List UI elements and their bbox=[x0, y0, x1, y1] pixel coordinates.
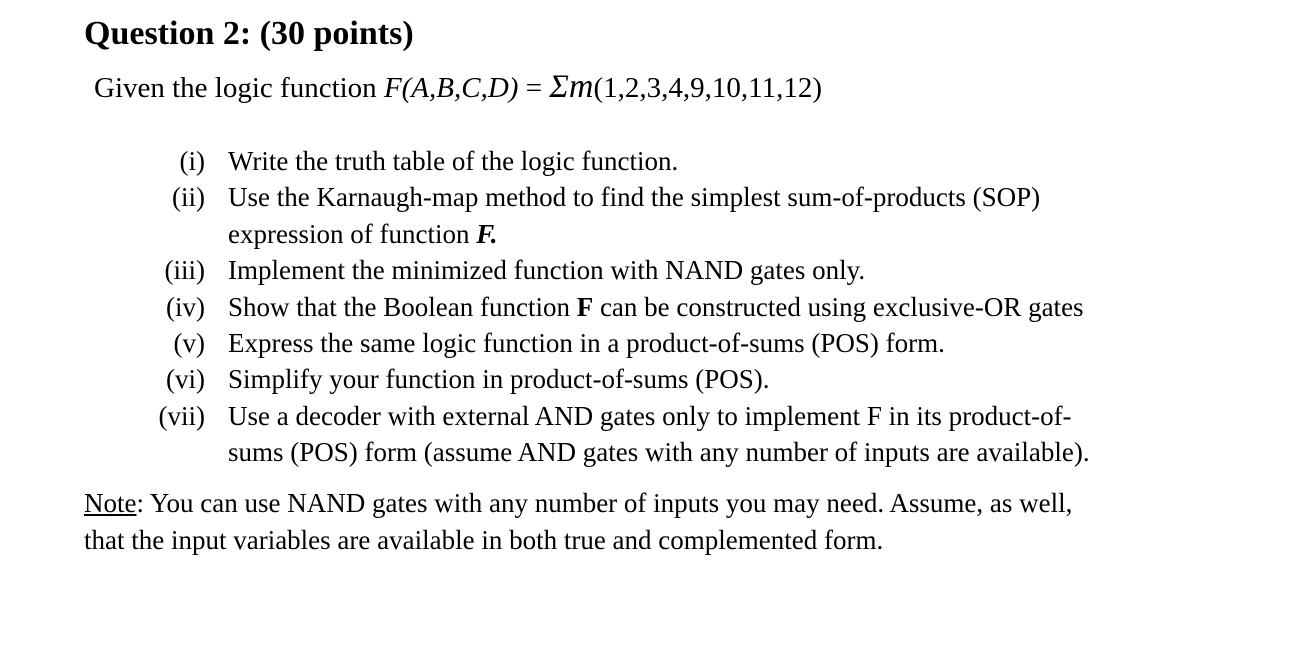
item-text: Write the truth table of the logic function. bbox=[228, 146, 679, 176]
item-text-suffix: can be constructed using exclusive-OR gates bbox=[593, 291, 1084, 322]
item-number: (i) bbox=[179, 146, 205, 176]
item-text-line2: sums (POS) form (assume AND gates with any number of inputs are available). bbox=[228, 437, 1090, 468]
note-text: : You can use NAND gates with any number of inputs you may need. Assume, as well, bbox=[136, 488, 1073, 518]
item-number: (vi) bbox=[166, 364, 205, 395]
list-item bbox=[0, 398, 1312, 471]
minterm-list: (1,2,3,4,9,10,11,12) bbox=[593, 72, 822, 104]
list-item bbox=[0, 361, 1312, 397]
task-list bbox=[0, 143, 1312, 471]
item-text bbox=[228, 289, 1258, 325]
item-number: (iv) bbox=[166, 291, 205, 322]
given-prefix: Given the logic function bbox=[94, 72, 384, 104]
item-text bbox=[228, 179, 1258, 252]
item-text-line2 bbox=[228, 216, 1258, 252]
list-item bbox=[0, 252, 1312, 288]
list-item bbox=[0, 289, 1312, 325]
item-number: (ii) bbox=[172, 182, 205, 213]
item-text bbox=[228, 398, 1258, 471]
sigma-symbol: Σ bbox=[549, 69, 569, 105]
minterm-symbol: m bbox=[568, 68, 594, 105]
item-number: (v) bbox=[173, 327, 205, 358]
function-symbol: F bbox=[576, 291, 594, 322]
note-label: Note bbox=[84, 488, 137, 518]
note-line2: that the input variables are available in both true and complemented form. bbox=[84, 525, 884, 555]
item-text: Implement the minimized function with NAND gates only. bbox=[228, 255, 866, 286]
note-line1 bbox=[84, 485, 1072, 522]
function-name: F(A,B,C,D) bbox=[383, 72, 519, 104]
list-item bbox=[0, 325, 1312, 361]
given-function-line bbox=[94, 68, 822, 107]
list-item bbox=[0, 179, 1312, 252]
item-text: Simplify your function in product-of-sums (POS). bbox=[228, 364, 770, 395]
item-text-prefix: expression of function bbox=[228, 218, 477, 249]
item-text-line1: Use a decoder with external AND gates only to implement F in its product-of- bbox=[228, 400, 1072, 431]
equals-sign: = bbox=[518, 72, 550, 104]
item-number: (vii) bbox=[158, 400, 205, 431]
function-symbol: F. bbox=[476, 218, 498, 249]
question-title: Question 2: (30 points) bbox=[84, 15, 414, 52]
item-text-line1: Use the Karnaugh-map method to find the simplest sum-of-products (SOP) bbox=[228, 182, 1041, 213]
item-text-prefix: Show that the Boolean function bbox=[228, 291, 577, 322]
list-item bbox=[0, 143, 1312, 179]
item-number: (iii) bbox=[164, 255, 205, 286]
item-text: Express the same logic function in a product-of-sums (POS) form. bbox=[228, 327, 945, 358]
note-paragraph bbox=[84, 485, 1072, 559]
